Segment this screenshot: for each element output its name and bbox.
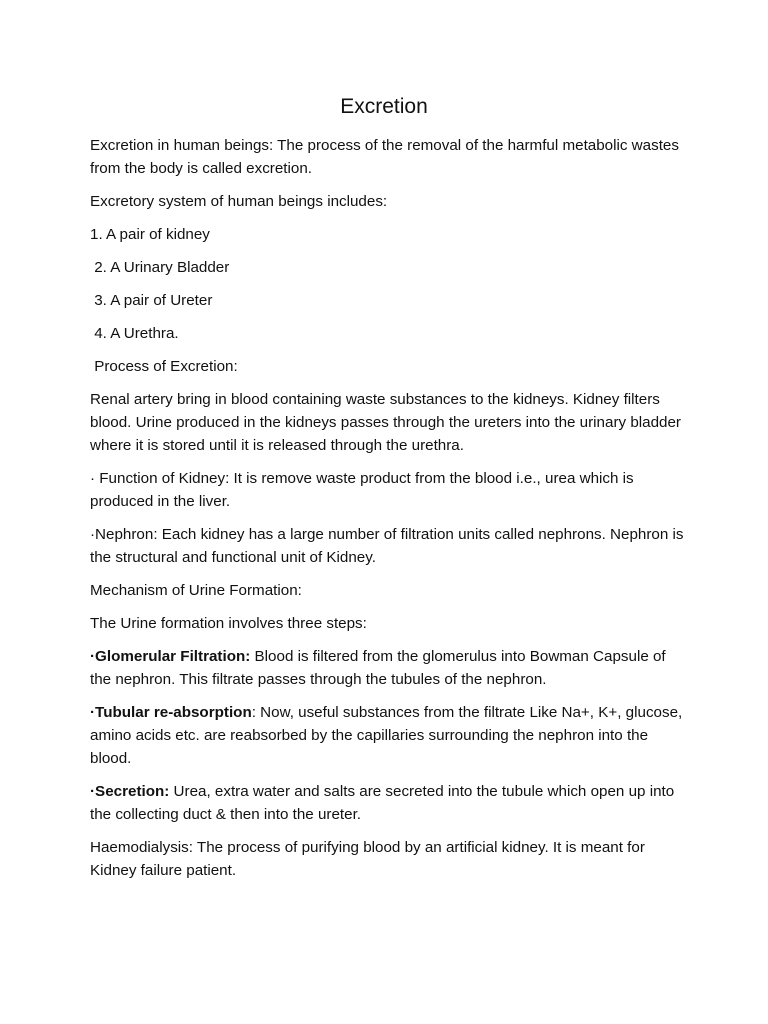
step-text: Urea, extra water and salts are secreted into the tubule which open up into the collecting duct & then into the ureter.: [90, 783, 675, 823]
organ-item-kidney: 1. A pair of kidney: [90, 226, 210, 243]
page-title: Excretion: [340, 95, 428, 118]
step-text: : Now, useful substances from the filtrate Like Na+, K+, glucose, amino acids etc. are reabsorbed by the capillaries surrounding the nephron into the blood.: [90, 704, 683, 767]
nephron-paragraph: ·Nephron: Each kidney has a large number of filtration units called nephrons. Nephron is the structural and functional unit of Kidney.: [90, 526, 684, 566]
mechanism-heading: Mechanism of Urine Formation:: [90, 582, 302, 599]
organ-item-bladder: 2. A Urinary Bladder: [90, 259, 230, 276]
step-text: Blood is filtered from the glomerulus into Bowman Capsule of the nephron. This filtrate passes through the tubules of the nephron.: [90, 648, 666, 688]
steps-intro: The Urine formation involves three steps:: [90, 615, 367, 632]
intro-paragraph: Excretion in human beings: The process of the removal of the harmful metabolic wastes from the body is called excretion.: [90, 137, 679, 177]
step-term: ·Secretion:: [90, 783, 170, 800]
process-paragraph: Renal artery bring in blood containing waste substances to the kidneys. Kidney filters blood. Urine produced in the kidneys passes through the ureters into the urinary bladder where it is stored until it is released through the urethra.: [90, 391, 681, 454]
organ-item-urethra: 4. A Urethra.: [90, 325, 179, 342]
step-term: ·Glomerular Filtration:: [90, 648, 251, 665]
step-secretion: [90, 780, 690, 826]
step-term: ·Tubular re-absorption: [90, 704, 252, 721]
step-tubular-reabsorption: [90, 701, 690, 770]
document-body: [90, 134, 690, 892]
system-heading: Excretory system of human beings includes:: [90, 193, 388, 210]
step-glomerular-filtration: [90, 645, 690, 691]
kidney-function-paragraph: · Function of Kidney: It is remove waste product from the blood i.e., urea which is produced in the liver.: [90, 470, 634, 510]
organ-item-ureter: 3. A pair of Ureter: [90, 292, 213, 309]
haemodialysis-paragraph: Haemodialysis: The process of purifying blood by an artificial kidney. It is meant for Kidney failure patient.: [90, 839, 645, 879]
process-heading: Process of Excretion:: [90, 358, 238, 375]
